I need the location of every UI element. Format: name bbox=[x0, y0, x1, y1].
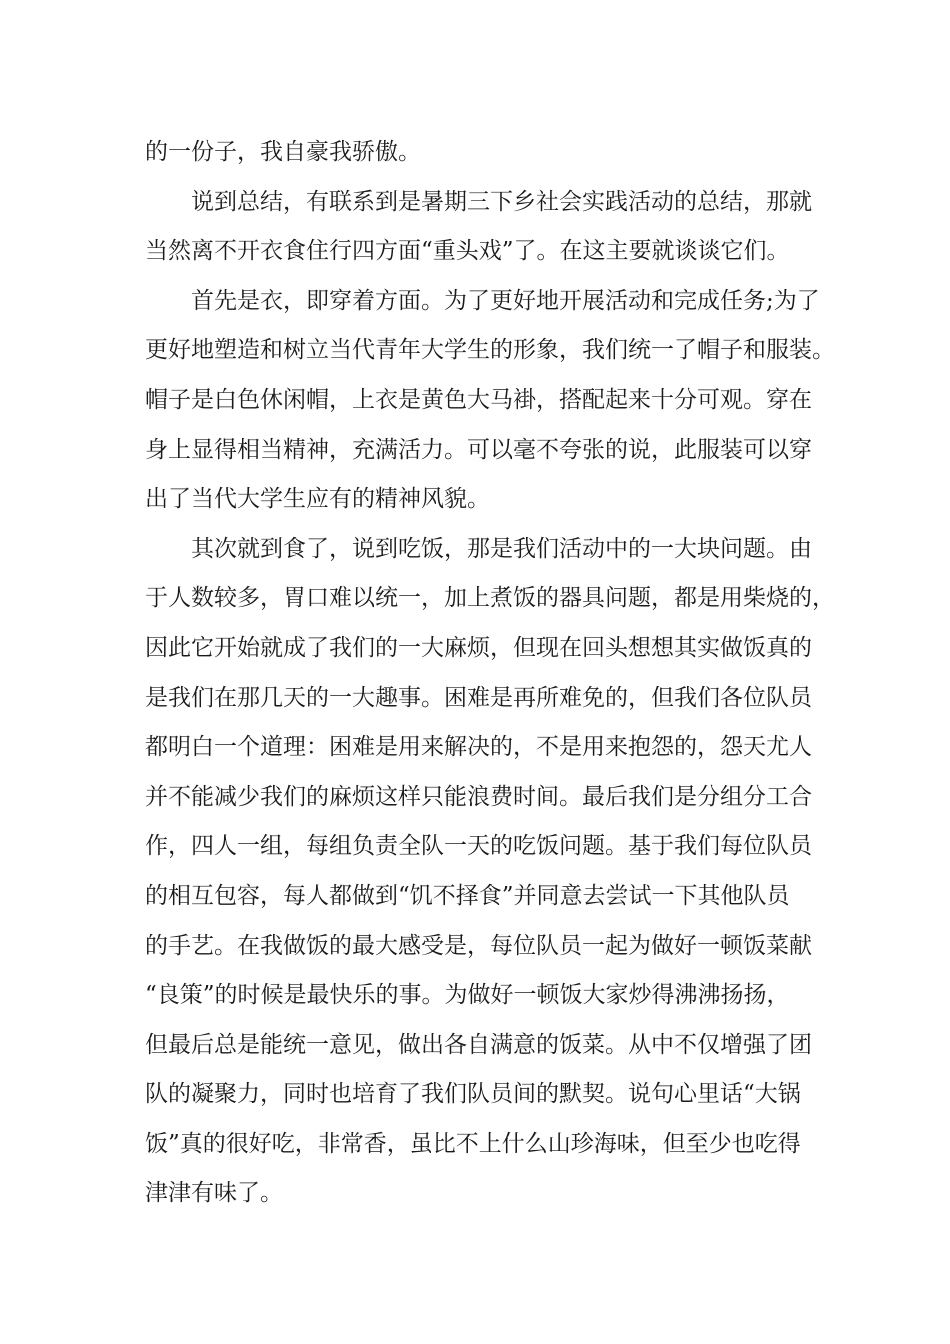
paragraph-first-line: 其次就到食了，说到吃饭，那是我们活动中的一大块问题。由 bbox=[191, 535, 812, 562]
text-line: 因此它开始就成了我们的一大麻烦，但现在回头想想其实做饭真的 bbox=[145, 634, 812, 661]
text-line: 更好地塑造和树立当代青年大学生的形象，我们统一了帽子和服装。 bbox=[145, 337, 835, 364]
text-line: 是我们在那几天的一大趣事。困难是再所难免的，但我们各位队员 bbox=[145, 684, 812, 711]
text-line: “良策”的时候是最快乐的事。为做好一顿饭大家炒得沸沸扬扬， bbox=[145, 982, 790, 1009]
text-line: 出了当代大学生应有的精神风貌。 bbox=[145, 486, 490, 513]
text-line: 的一份子，我自豪我骄傲。 bbox=[145, 139, 421, 165]
text-line: 饭”真的很好吃，非常香，虽比不上什么山珍海味，但至少也吃得 bbox=[145, 1130, 801, 1157]
text-line: 身上显得相当精神，充满活力。可以毫不夸张的说，此服装可以穿 bbox=[145, 436, 812, 463]
text-line: 都明白一个道理：困难是用来解决的，不是用来抱怨的，怨天尤人 bbox=[145, 734, 812, 761]
text-line: 作，四人一组，每组负责全队一天的吃饭问题。基于我们每位队员 bbox=[145, 833, 812, 860]
text-line: 队的凝聚力，同时也培育了我们队员间的默契。说句心里话“大锅 bbox=[145, 1081, 801, 1108]
text-line: 但最后总是能统一意见，做出各自满意的饭菜。从中不仅增强了团 bbox=[145, 1031, 812, 1058]
text-line: 的相互包容，每人都做到“饥不择食”并同意去尝试一下其他队员 bbox=[145, 882, 790, 909]
text-line: 当然离不开衣食住行四方面“重头戏”了。在这主要就谈谈它们。 bbox=[145, 238, 790, 265]
paragraph-first-line: 首先是衣，即穿着方面。为了更好地开展活动和完成任务;为了 bbox=[191, 287, 820, 314]
text-line: 并不能减少我们的麻烦这样只能浪费时间。最后我们是分组分工合 bbox=[145, 783, 812, 810]
text-line: 帽子是白色休闲帽，上衣是黄色大马褂，搭配起来十分可观。穿在 bbox=[145, 386, 812, 413]
text-line: 的手艺。在我做饭的最大感受是，每位队员一起为做好一顿饭菜献 bbox=[145, 932, 812, 959]
paragraph-first-line: 说到总结，有联系到是暑期三下乡社会实践活动的总结，那就 bbox=[191, 188, 812, 215]
text-line: 于人数较多，胃口难以统一，加上煮饭的器具问题，都是用柴烧的， bbox=[145, 585, 835, 612]
text-line: 津津有味了。 bbox=[145, 1180, 283, 1207]
body-text bbox=[145, 128, 835, 1219]
